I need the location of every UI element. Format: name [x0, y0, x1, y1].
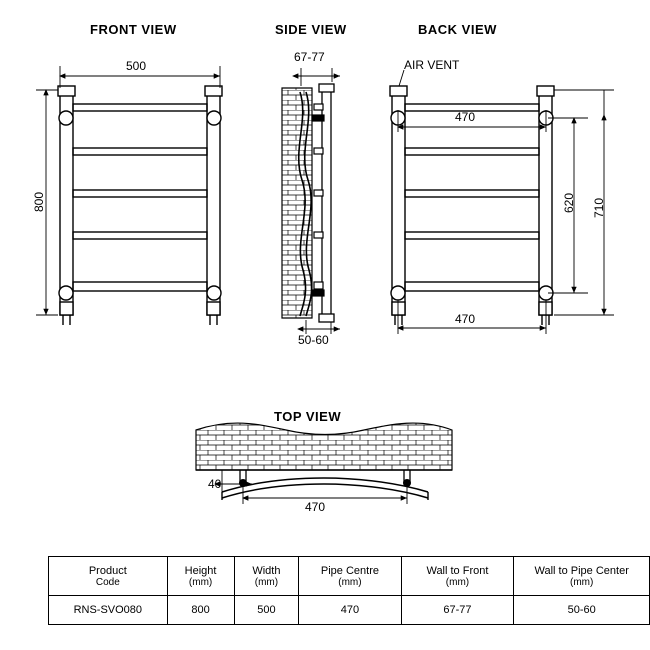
header-wall-to-pipe-center: Wall to Pipe Center (mm) [514, 557, 650, 596]
top-view-drawing [196, 423, 452, 500]
specification-table [48, 556, 650, 625]
table-row [49, 596, 650, 625]
cell-wall-to-front: 67-77 [401, 596, 514, 625]
side-top-dimension: 67-77 [294, 50, 325, 64]
side-view-drawing [282, 84, 334, 322]
back-top-dimension: 470 [455, 110, 476, 124]
cell-pipe-centre: 470 [299, 596, 401, 625]
header-width: Width (mm) [234, 557, 299, 596]
cell-width: 500 [234, 596, 299, 625]
front-view-title: FRONT VIEW [90, 22, 177, 37]
top-view-title: TOP VIEW [274, 409, 342, 424]
side-view-title: SIDE VIEW [275, 22, 347, 37]
side-bottom-dimension: 50-60 [298, 333, 329, 347]
cell-product-code: RNS-SVO080 [49, 596, 168, 625]
header-wall-to-front: Wall to Front (mm) [401, 557, 514, 596]
front-width-dimension: 500 [126, 59, 147, 73]
back-view-drawing [390, 70, 554, 325]
top-offset-dimension: 40 [208, 477, 222, 491]
back-outer-height-dimension: 710 [592, 197, 606, 219]
back-view-dimensions [398, 90, 614, 334]
header-product-code: Product Code [49, 557, 168, 596]
header-pipe-centre: Pipe Centre (mm) [299, 557, 401, 596]
cell-wall-to-pipe-center: 50-60 [514, 596, 650, 625]
top-width-dimension: 470 [305, 500, 326, 514]
back-view-title: BACK VIEW [418, 22, 497, 37]
front-height-dimension: 800 [32, 191, 46, 213]
front-view-drawing [58, 86, 222, 325]
header-height: Height (mm) [167, 557, 234, 596]
air-vent-label: AIR VENT [404, 58, 460, 72]
cell-height: 800 [167, 596, 234, 625]
back-bottom-dimension: 470 [455, 312, 476, 326]
table-header-row [49, 557, 650, 596]
back-inner-height-dimension: 620 [562, 192, 576, 214]
